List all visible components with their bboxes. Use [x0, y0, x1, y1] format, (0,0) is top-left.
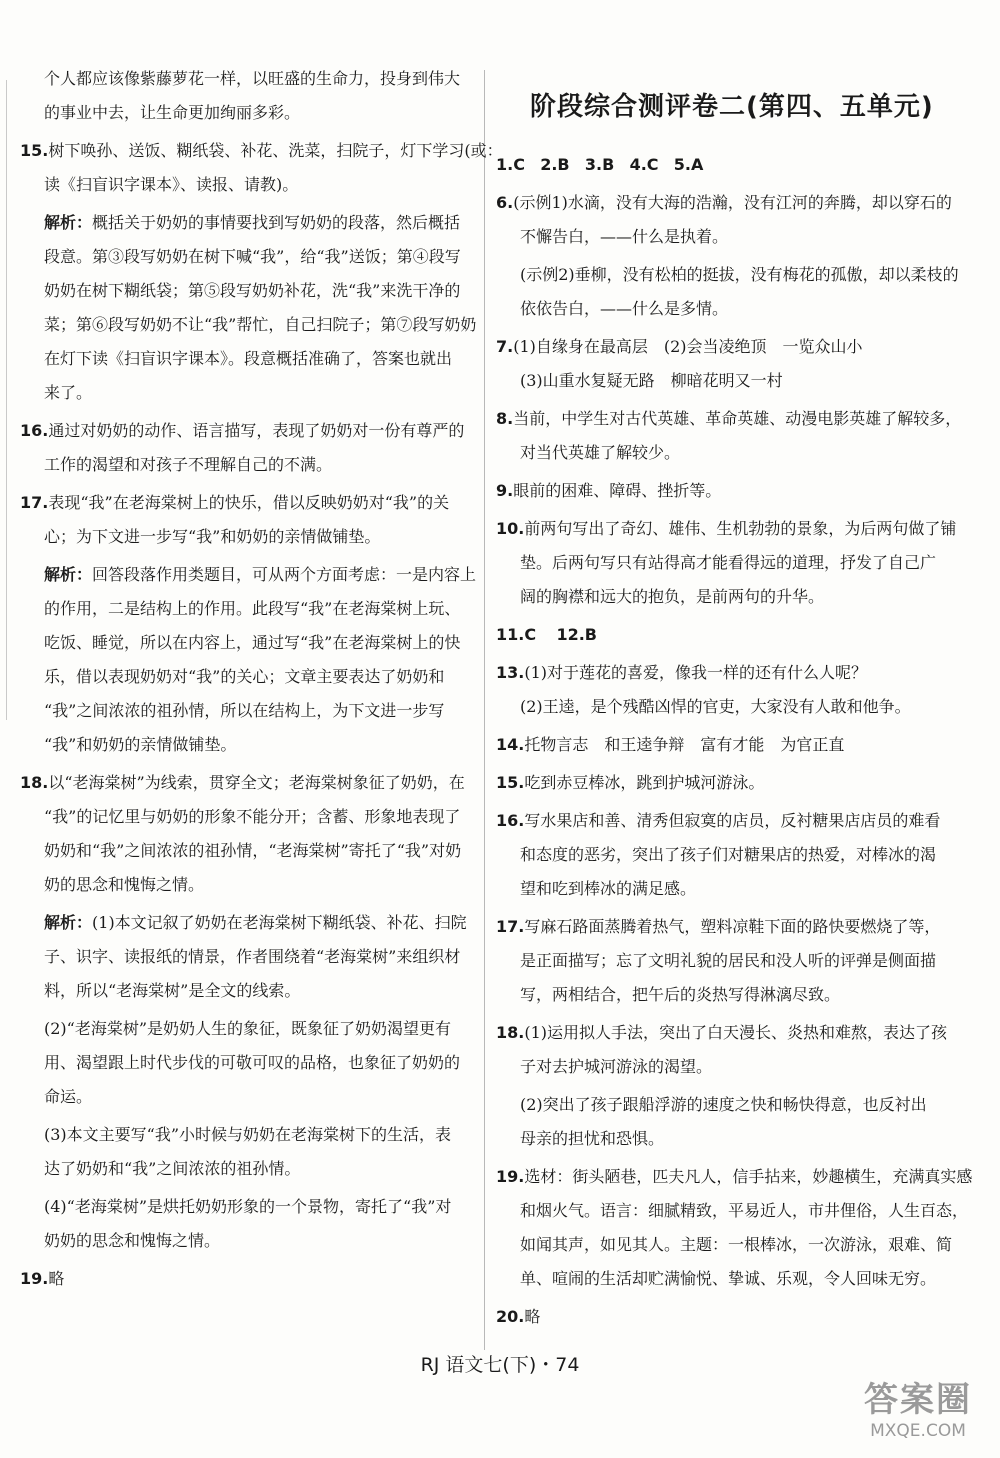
- analysis-text: 菜；第⑥段写奶奶不让“我”帮忙，自己扫院子；第⑦段写奶奶: [44, 315, 477, 334]
- watermark-text: 答案圈: [864, 1380, 972, 1420]
- analysis-label: 解析：: [44, 213, 93, 232]
- analysis-text: 概括关于奶奶的事情要找到写奶奶的段落，然后概括: [92, 213, 461, 232]
- answer-text: 子对去护城河游泳的渴望。: [520, 1057, 713, 1076]
- answer-text: 写水果店和善、清秀但寂寞的店员，反衬糖果店店员的难看: [524, 811, 941, 830]
- question-number: 17.: [20, 493, 49, 512]
- choice-answer: 4.C: [629, 155, 659, 174]
- answer-text: 眼前的困难、障碍、挫折等。: [513, 481, 722, 500]
- answer-text: 对当代英雄了解较少。: [520, 443, 681, 462]
- answer-text: (示例2)垂柳，没有松柏的挺拔，没有梅花的孤傲，却以柔枝的: [520, 265, 959, 284]
- answer-q16: [20, 414, 470, 482]
- analysis-text: 奶奶在树下糊纸袋；第⑤段写奶奶补花，洗“我”来洗干净的: [44, 281, 461, 300]
- analysis-label: 解析：: [44, 565, 93, 584]
- column-divider: [484, 70, 485, 1350]
- answer-text: 读《扫盲识字课本》、读报、请教)。: [44, 175, 299, 194]
- answer-text: “我”的记忆里与奶奶的形象不能分开；含蓄、形象地表现了: [44, 807, 461, 826]
- analysis-text: 达了奶奶和“我”之间浓浓的祖孙情。: [44, 1159, 301, 1178]
- answer-q15: [20, 134, 503, 410]
- answer-text: 阔的胸襟和远大的抱负，是前两句的升华。: [520, 587, 825, 606]
- choice-answer: 5.A: [673, 155, 704, 174]
- page-edge-line: [6, 80, 7, 720]
- question-number: 15.: [496, 773, 525, 792]
- answer-text: 奶奶和“我”之间浓浓的祖孙情，“老海棠树”寄托了“我”对奶: [44, 841, 462, 860]
- answer-text: 心；为下文进一步写“我”和奶奶的亲情做铺垫。: [44, 527, 381, 546]
- right-column: [496, 148, 973, 1338]
- answer-text: (1)运用拟人手法，突出了白天漫长、炎热和难熬，表达了孩: [524, 1023, 948, 1042]
- analysis-text: 在灯下读《扫盲识字课本》。段意概括准确了，答案也就出: [44, 349, 453, 368]
- analysis-label: 解析：: [44, 913, 93, 932]
- answer-text: 和烟火气。语言：细腻精致，平易近人，市井俚俗，人生百态，: [520, 1201, 969, 1220]
- answer-text: 奶的思念和愧悔之情。: [44, 875, 205, 894]
- answer-q14: [496, 728, 951, 762]
- choice-answer: 11.C: [496, 625, 537, 644]
- choice-answer: 12.B: [556, 625, 597, 644]
- answer-text: (2)王逵，是个残酷凶悍的官吏，大家没有人敢和他争。: [520, 697, 911, 716]
- answer-text: 略: [48, 1269, 65, 1288]
- answer-text: 单、喧闹的生活却贮满愉悦、挚诚、乐观，令人回味无穷。: [520, 1269, 937, 1288]
- analysis-text: 奶奶的思念和愧悔之情。: [44, 1231, 221, 1250]
- analysis-text: 的作用，二是结构上的作用。此段写“我”在老海棠树上玩、: [44, 599, 461, 618]
- answer-text: 不懈告白，——什么是执着。: [520, 227, 729, 246]
- answer-q19: [496, 1160, 973, 1296]
- answer-q20: [496, 1300, 951, 1334]
- question-number: 16.: [496, 811, 525, 830]
- answer-text: (示例1)水滴，没有大海的浩瀚，没有江河的奔腾，却以穿石的: [513, 193, 952, 212]
- analysis-text: 料，所以“老海棠树”是全文的线索。: [44, 981, 301, 1000]
- text-line: 个人都应该像紫藤萝花一样，以旺盛的生命力，投身到伟大: [44, 69, 461, 88]
- analysis-text: 来了。: [44, 383, 93, 402]
- analysis-text: “我”之间浓浓的祖孙情，所以在结构上，为下文进一步写: [44, 701, 445, 720]
- analysis-text: “我”和奶奶的亲情做铺垫。: [44, 735, 237, 754]
- page-footer: RJ 语文七(下)・74: [420, 1354, 580, 1376]
- answer-text: 依依告白，——什么是多情。: [520, 299, 729, 318]
- analysis-text: 吃饭、睡觉，所以在内容上，通过写“我”在老海棠树上的快: [44, 633, 461, 652]
- answer-q15: [496, 766, 951, 800]
- answer-q11-12: [496, 618, 951, 652]
- answer-text: 托物言志 和王逵争辩 富有才能 为官正直: [524, 735, 845, 754]
- answer-text: 通过对奶奶的动作、语言描写，表现了奶奶对一份有尊严的: [48, 421, 465, 440]
- choice-answer: 1.C: [496, 155, 525, 174]
- analysis-text: 子、识字、读报纸的情景，作者围绕着“老海棠树”来组织材: [44, 947, 461, 966]
- answer-q9: [496, 474, 951, 508]
- analysis-text: 回答段落作用类题目，可从两个方面考虑：一是内容上: [92, 565, 477, 584]
- analysis-text: 乐，借以表现奶奶对“我”的关心；文章主要表达了奶奶和: [44, 667, 445, 686]
- answer-q10: [496, 512, 957, 614]
- question-number: 18.: [20, 773, 49, 792]
- answer-text: 望和吃到棒冰的满足感。: [520, 879, 697, 898]
- answer-text: 母亲的担忧和恐惧。: [520, 1129, 665, 1148]
- answer-text: 当前，中学生对古代英雄、革命英雄、动漫电影英雄了解较多，: [513, 409, 962, 428]
- answer-q1-5: [496, 148, 951, 182]
- question-number: 15.: [20, 141, 49, 160]
- answer-text: 表现“我”在老海棠树上的快乐，借以反映奶奶对“我”的关: [48, 493, 450, 512]
- analysis-text: 命运。: [44, 1087, 93, 1106]
- text-line: 的事业中去，让生命更加绚丽多彩。: [44, 103, 301, 122]
- answer-q17: [496, 910, 951, 1012]
- answer-q7: [496, 330, 951, 398]
- answer-text: 树下唤孙、送饭、糊纸袋、补花、洗菜，扫院子，灯下学习(或：: [48, 141, 503, 160]
- question-number: 19.: [20, 1269, 49, 1288]
- answer-text: 选材：街头陋巷，匹夫凡人，信手拈来，妙趣横生，充满真实感: [524, 1167, 973, 1186]
- answer-q13: [496, 656, 951, 724]
- analysis-text: (1)本文记叙了奶奶在老海棠树下糊纸袋、补花、扫院: [92, 913, 467, 932]
- answer-text: 吃到赤豆棒冰，跳到护城河游泳。: [524, 773, 765, 792]
- question-number: 10.: [496, 519, 525, 538]
- answer-text: (1)自缘身在最高层 (2)会当凌绝顶 一览众山小: [513, 337, 863, 356]
- question-number: 20.: [496, 1307, 525, 1326]
- answer-q17: [20, 486, 477, 762]
- watermark-url: MXQE.COM: [870, 1421, 966, 1441]
- answer-q16: [496, 804, 951, 906]
- page-title: 阶段综合测评卷二(第四、五单元): [530, 92, 934, 122]
- question-number: 13.: [496, 663, 525, 682]
- answer-text: 和态度的恶劣，突出了孩子们对糖果店的热爱，对棒冰的渴: [520, 845, 937, 864]
- choice-answer: 3.B: [584, 155, 615, 174]
- analysis-text: (4)“老海棠树”是烘托奶奶形象的一个景物，寄托了“我”对: [44, 1197, 452, 1216]
- choice-answer: 2.B: [540, 155, 570, 174]
- answer-q18: [496, 1016, 951, 1156]
- left-column: [20, 62, 503, 1300]
- q14-continuation: [20, 62, 470, 130]
- analysis-text: (2)“老海棠树”是奶奶人生的象征，既象征了奶奶渴望更有: [44, 1019, 452, 1038]
- answer-q6: [496, 186, 959, 326]
- answer-text: (2)突出了孩子跟船浮游的速度之快和畅快得意，也反衬出: [520, 1095, 927, 1114]
- answer-text: (1)对于莲花的喜爱，像我一样的还有什么人呢？: [524, 663, 868, 682]
- answer-text: 以“老海棠树”为线索，贯穿全文；老海棠树象征了奶奶，在: [48, 773, 465, 792]
- watermark-logo: [848, 1380, 988, 1452]
- question-number: 6.: [496, 193, 514, 212]
- analysis-text: 段意。第③段写奶奶在树下喊“我”，给“我”送饭；第④段写: [44, 247, 461, 266]
- answer-text: 如闻其声，如见其人。主题：一根棒冰，一次游泳，艰难、简: [520, 1235, 953, 1254]
- answer-text: 略: [524, 1307, 541, 1326]
- answer-q8: [496, 402, 962, 470]
- question-number: 7.: [496, 337, 514, 356]
- question-number: 18.: [496, 1023, 525, 1042]
- answer-text: 是正面描写；忘了文明礼貌的居民和没人听的评弹是侧面描: [520, 951, 937, 970]
- question-number: 8.: [496, 409, 514, 428]
- answer-text: (3)山重水复疑无路 柳暗花明又一村: [520, 371, 783, 390]
- answer-text: 垫。后两句写只有站得高才能看得远的道理，抒发了自己广: [520, 553, 937, 572]
- question-number: 14.: [496, 735, 525, 754]
- question-number: 19.: [496, 1167, 525, 1186]
- answer-q19: [20, 1262, 470, 1296]
- answer-text: 工作的渴望和对孩子不理解自己的不满。: [44, 455, 333, 474]
- answer-q18: [20, 766, 470, 1258]
- question-number: 9.: [496, 481, 514, 500]
- answer-text: 写麻石路面蒸腾着热气，塑料凉鞋下面的路快要燃烧了等，: [524, 917, 941, 936]
- answer-text: 前两句写出了奇幻、雄伟、生机勃勃的景象，为后两句做了铺: [524, 519, 957, 538]
- question-number: 16.: [20, 421, 49, 440]
- answer-text: 写，两相结合，把午后的炎热写得淋漓尽致。: [520, 985, 841, 1004]
- analysis-text: 用、渴望跟上时代步伐的可敬可叹的品格，也象征了奶奶的: [44, 1053, 461, 1072]
- question-number: 17.: [496, 917, 525, 936]
- analysis-text: (3)本文主要写“我”小时候与奶奶在老海棠树下的生活，表: [44, 1125, 452, 1144]
